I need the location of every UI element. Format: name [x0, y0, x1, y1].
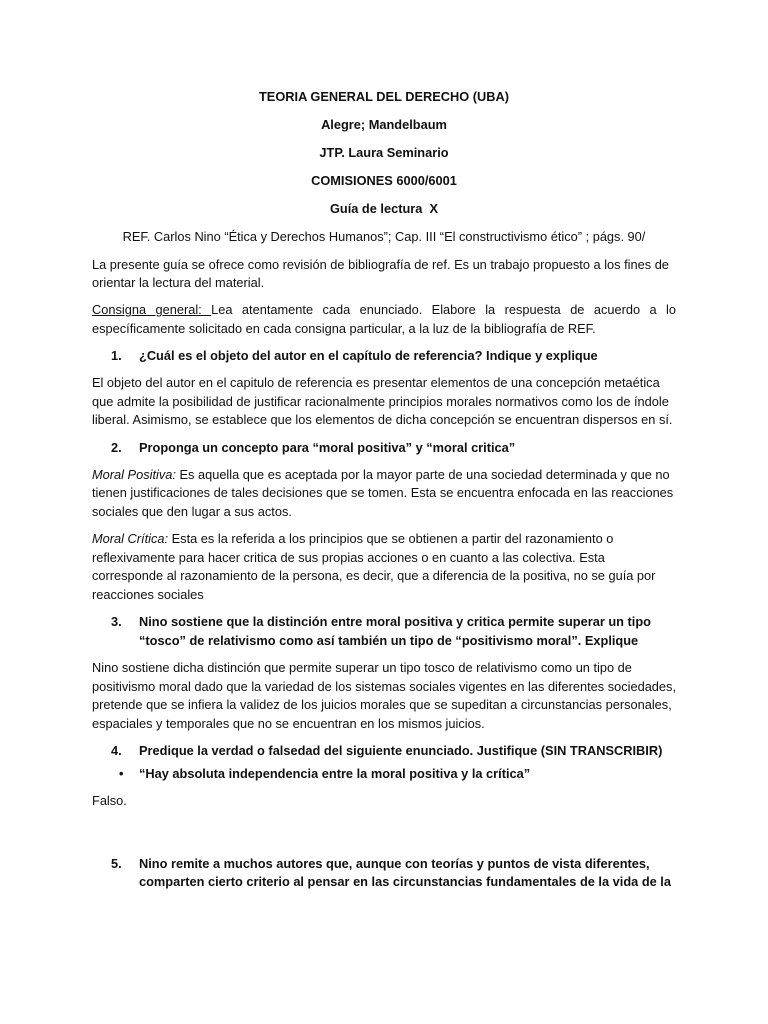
- question-1-number: 1.: [111, 348, 122, 364]
- question-1: [92, 347, 676, 366]
- consigna-text: Lea atentamente cada enunciado. Elabore la respuesta de acuerdo a lo específicamente solicitado en cada consigna particular, a la luz de la bibliografía de REF.: [92, 302, 676, 336]
- bullet-icon: •: [119, 765, 124, 781]
- moral-positiva-paragraph: [92, 466, 676, 522]
- answer-3: Nino sostiene dicha distinción que permite superar un tipo tosco de relativismo como un tipo de positivismo moral dado que la variedad de los sistemas sociales vigentes en las diferentes sociedades, pretende que se infiera la validez de los juicios morales que se supeditan a circunstancias personales, espaciales y temporales que no se encuentran en los mismos juicios.: [92, 659, 676, 731]
- jtp-line: JTP. Laura Seminario: [319, 144, 449, 160]
- reference-line: REF. Carlos Nino “Ética y Derechos Humanos”; Cap. III “El constructivismo ético” ; págs. 90/: [122, 228, 646, 244]
- moral-positiva-label: Moral Positiva:: [92, 466, 176, 482]
- consigna-paragraph: [92, 301, 676, 338]
- guide-line: Guía de lectura X: [329, 200, 439, 216]
- moral-critica-paragraph: [92, 530, 676, 604]
- question-4-text: Predique la verdad o falsedad del siguiente enunciado. Justifique (SIN TRANSCRIBIR): [139, 742, 663, 758]
- question-4-number: 4.: [111, 742, 122, 758]
- question-4-statement: [92, 765, 676, 784]
- document-title: TEORIA GENERAL DEL DERECHO (UBA): [258, 89, 510, 104]
- question-3-text: Nino sostiene que la distinción entre moral positiva y critica permite superar un tipo “tosco” de relativismo como así también un tipo de “positivismo moral”. Explique: [139, 614, 651, 648]
- comisiones-line: COMISIONES 6000/6001: [311, 172, 457, 188]
- question-2-text: Proponga un concepto para “moral positiva” y “moral critica”: [139, 439, 516, 455]
- intro-paragraph: La presente guía se ofrece como revisión de bibliografía de ref. Es un trabajo propuesto a los fines de orientar la lectura del material.: [92, 256, 669, 291]
- consigna-label: Consigna general:: [92, 302, 212, 318]
- moral-critica-label: Moral Crítica:: [92, 531, 169, 547]
- question-4-statement-text: “Hay absoluta independencia entre la moral positiva y la crítica”: [139, 765, 531, 781]
- question-3-number: 3.: [111, 614, 122, 630]
- question-2-number: 2.: [111, 439, 122, 455]
- moral-positiva-text: Es aquella que es aceptada por la mayor parte de una sociedad determinada y que no tienen justificaciones de tales decisiones que se tomen. Esta se encuentra enfocada en las reacciones sociales que den lugar a sus actos.: [92, 466, 674, 520]
- question-5-text: Nino remite a muchos autores que, aunque con teorías y puntos de vista diferentes, comparten cierto criterio al pensar en las circunstancias fundamentales de la vida de la: [139, 855, 671, 890]
- chair-line: Alegre; Mandelbaum: [321, 116, 447, 132]
- answer-1: El objeto del autor en el capitulo de referencia es presentar elementos de una concepción metaética que admite la posibilidad de justificar racionalmente principios morales normativos como los de índole liberal. Asimismo, se establece que los elementos de dicha concepción se encuentran dispersos en sí.: [92, 375, 673, 428]
- question-2: [92, 439, 676, 458]
- document-page: [92, 88, 676, 901]
- question-5-number: 5.: [111, 855, 122, 871]
- answer-4: Falso.: [92, 792, 127, 808]
- question-5: [92, 855, 676, 892]
- question-3: [92, 613, 676, 650]
- moral-critica-text: Esta es la referida a los principios que se obtienen a partir del razonamiento o reflexivamente para hacer critica de sus propias acciones o en cuanto a las colectiva. Esta corresponde al razonamiento de la persona, es decir, que a diferencia de la positiva, no se guía por reacciones sociales: [92, 531, 656, 602]
- question-4: [92, 742, 676, 761]
- question-1-text: ¿Cuál es el objeto del autor en el capítulo de referencia? Indique y explique: [139, 348, 598, 364]
